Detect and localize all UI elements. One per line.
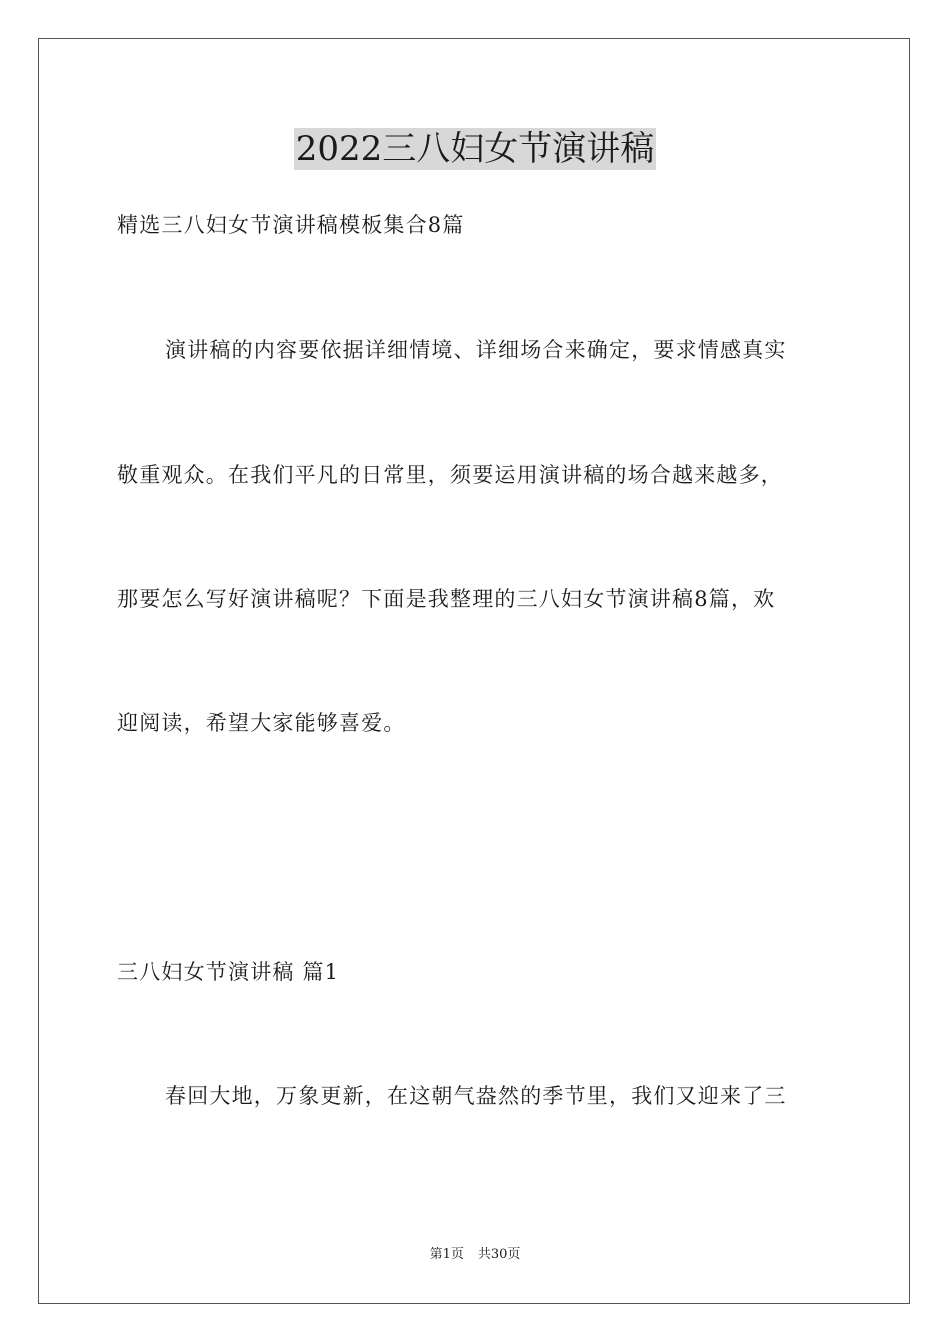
document-title: 2022三八妇女节演讲稿 [295, 129, 655, 169]
page-number: 第1页 [429, 1247, 464, 1262]
section-paragraph-line-1: 春回大地，万象更新，在这朝气盎然的季节里，我们又迎来了三 [165, 1084, 787, 1108]
page-total: 共30页 [477, 1247, 521, 1262]
intro-line-3: 那要怎么写好演讲稿呢？下面是我整理的三八妇女节演讲稿8篇，欢 [117, 587, 776, 611]
document-title-container [0, 128, 950, 170]
section-heading: 三八妇女节演讲稿 篇1 [117, 960, 340, 984]
page-footer [0, 1246, 950, 1264]
intro-line-2: 敬重观众。在我们平凡的日常里，须要运用演讲稿的场合越来越多， [117, 463, 783, 487]
intro-line-4: 迎阅读，希望大家能够喜爱。 [117, 711, 406, 735]
document-subtitle: 精选三八妇女节演讲稿模板集合8篇 [117, 213, 465, 237]
intro-line-1: 演讲稿的内容要依据详细情境、详细场合来确定，要求情感真实 [165, 338, 787, 362]
